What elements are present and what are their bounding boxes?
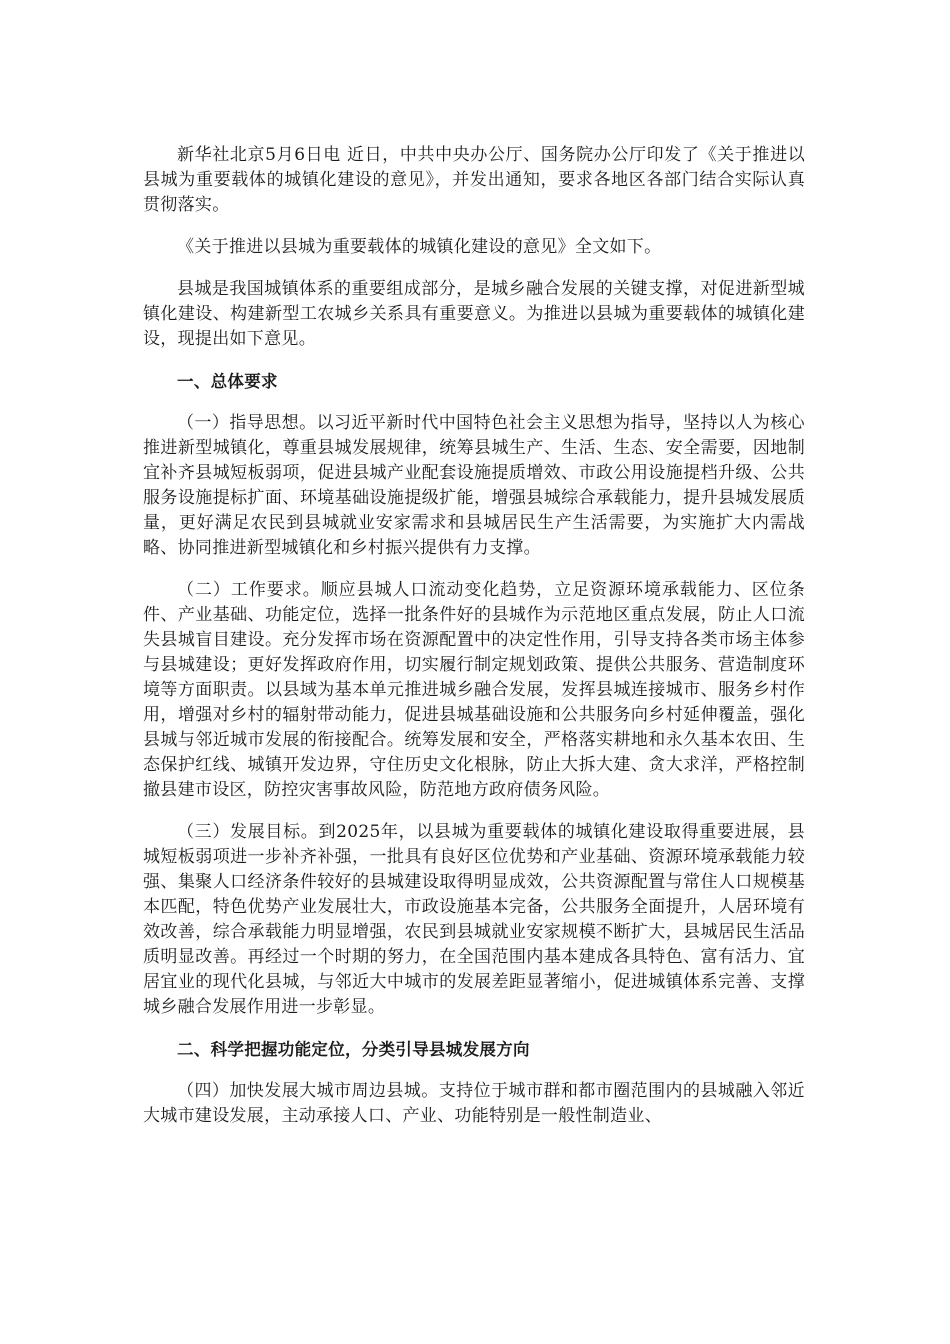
section-heading-functional-positioning: 二、科学把握功能定位，分类引导县城发展方向 [177,1040,530,1059]
paragraph-fulltext-note: 《关于推进以县城为重要载体的城镇化建设的意见》全文如下。 [177,237,662,257]
paragraph-work-requirements: （二）工作要求。顺应县城人口流动变化趋势，立足资源环境承载能力、区位条件、产业基础、功能定位，选择一批条件好的县城作为示范地区重点发展，防止人口流失县城盲目建设。充分发挥市场在资源配置中的决定性作用，引导支持各类市场主体参与县城建设；更好发挥政府作用，切实履行制定规划政策、提供公共服务、营造制度环境等方面职责。以县域为基本单元推进城乡融合发展，发挥县城连接城市、服务乡村作用，增强对乡村的辐射带动能力，促进县城基础设施和公共服务向乡村延伸覆盖，强化县城与邻近城市发展的衔接配合。统筹发展和安全，严格落实耕地和永久基本农田、生态保护红线、城镇开发边界，守住历史文化根脉，防止大拆大建、贪大求洋，严格控制撤县建市设区，防控灾害事故风险，防范地方政府债务风险。 [143,580,805,800]
paragraph-preamble: 县城是我国城镇体系的重要组成部分，是城乡融合发展的关键支撑，对促进新型城镇化建设、构建新型工农城乡关系具有重要意义。为推进以县城为重要载体的城镇化建设，现提出如下意见。 [143,279,805,349]
paragraph-metro-counties: （四）加快发展大城市周边县城。支持位于城市群和都市圈范围内的县城融入邻近大城市建设发展，主动承接人口、产业、功能特别是一般性制造业、 [143,1081,805,1126]
document-body [143,143,805,1146]
paragraph-guiding-ideology: （一）指导思想。以习近平新时代中国特色社会主义思想为指导，坚持以人为核心推进新型城镇化，尊重县城发展规律，统筹县城生产、生活、生态、安全需要，因地制宜补齐县城短板弱项，促进县城产业配套设施提质增效、市政公用设施提档升级、公共服务设施提标扩面、环境基础设施提级扩能，增强县城综合承载能力，提升县城发展质量，更好满足农民到县城就业安家需求和县城居民生产生活需要，为实施扩大内需战略、协同推进新型城镇化和乡村振兴提供有力支撑。 [143,413,805,558]
paragraph-development-goals: （三）发展目标。到2025年，以县城为重要载体的城镇化建设取得重要进展，县城短板弱项进一步补齐补强，一批具有良好区位优势和产业基础、资源环境承载能力较强、集聚人口经济条件较好的县城建设取得明显成效，公共资源配置与常住人口规模基本匹配，特色优势产业发展壮大，市政设施基本完备，公共服务全面提升，人居环境有效改善，综合承载能力明显增强，农民到县城就业安家规模不断扩大，县城居民生活品质明显改善。再经过一个时期的努力，在全国范围内基本建成各具特色、富有活力、宜居宜业的现代化县城，与邻近大中城市的发展差距显著缩小，促进城镇体系完善、支撑城乡融合发展作用进一步彰显。 [143,822,805,1017]
paragraph-intro: 新华社北京5月6日电 近日，中共中央办公厅、国务院办公厅印发了《关于推进以县城为重要载体的城镇化建设的意见》，并发出通知，要求各地区各部门结合实际认真贯彻落实。 [143,145,805,215]
section-heading-general-requirements: 一、总体要求 [177,372,278,391]
